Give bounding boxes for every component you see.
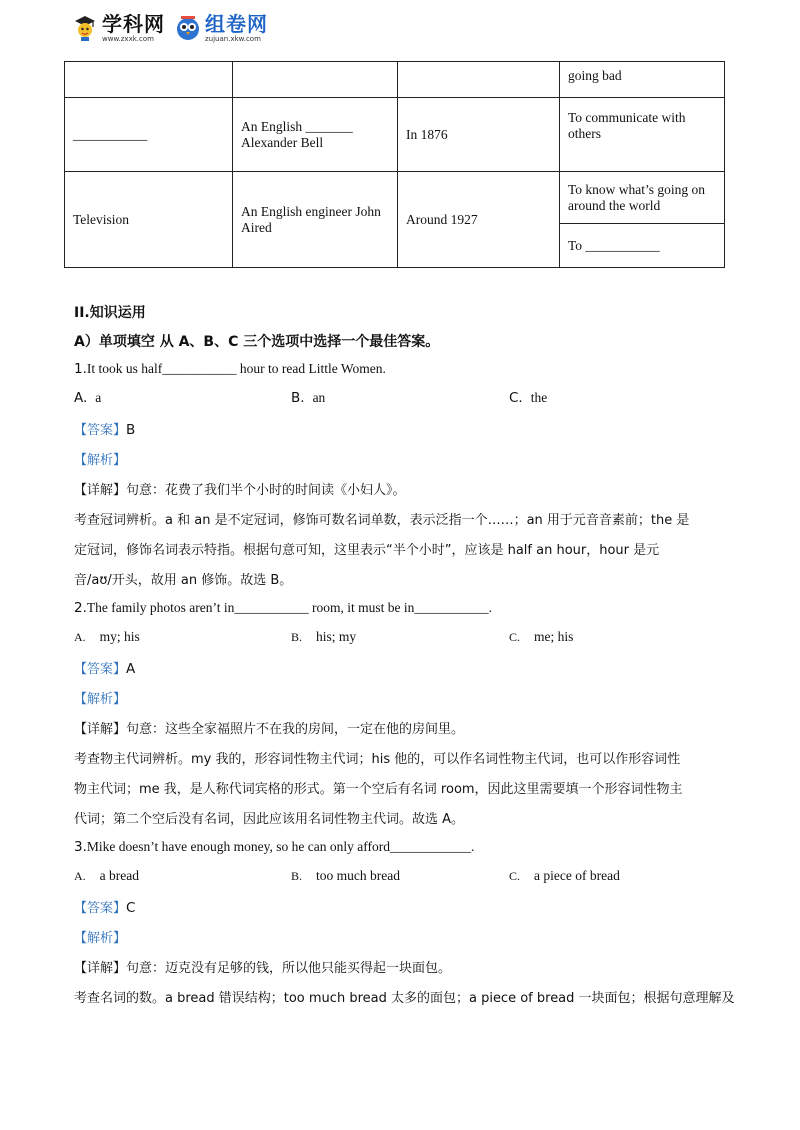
question-number: 2. (74, 600, 87, 616)
analysis-label: 【解析】 (74, 931, 127, 946)
question-number: 3. (74, 839, 87, 855)
question-text: It took us half___________ hour to read Little Women. (86, 361, 386, 376)
question-3 (74, 839, 474, 855)
table-cell: Around 1927 (398, 172, 560, 268)
answer-line: 【答案】B (74, 422, 136, 438)
section-subtitle: A）单项填空 从 A、B、C 三个选项中选择一个最佳答案。 (74, 334, 440, 350)
detail-line: 音/aʊ/开头，故用 an 修饰。故选 B。 (74, 573, 293, 588)
question-text: Mike doesn’t have enough money, so he can only afford____________. (86, 839, 475, 854)
detail-line: 定冠词，修饰名词表示特指。根据句意可知，这里表示“半个小时”，应该是 half an hour，hour 是元 (74, 543, 660, 558)
logo-zujuan (175, 11, 268, 43)
table-cell: In 1876 (398, 98, 560, 172)
answer-value: A (126, 661, 136, 677)
analysis-label: 【解析】 (74, 692, 127, 707)
option-c: C. a piece of bread (509, 868, 620, 883)
detail-line: 考查物主代词辨析。my 我的，形容词性物主代词；his 他的，可以作名词性物主代词，也可以作形容词性 (74, 752, 681, 767)
logo-zxxk (72, 11, 165, 43)
option-b: B. too much bread (291, 868, 400, 883)
detail-line: 物主代词；me 我，是人称代词宾格的形式。第一个空后有名词 room，因此这里需要填一个形容词性物主 (74, 782, 683, 797)
option-a: A. a (74, 390, 102, 406)
analysis-label: 【解析】 (74, 453, 127, 468)
table-cell (398, 62, 560, 98)
question-1 (74, 361, 386, 377)
logo-zujuan-url: zujuan.xkw.com (205, 34, 261, 43)
table-row (65, 98, 725, 172)
section-title: II.知识运用 (74, 305, 146, 321)
answer-line: 【答案】C (74, 900, 136, 916)
answer-value: B (126, 422, 136, 438)
table-row (65, 62, 725, 98)
logo-zujuan-name: 组卷网 (205, 11, 268, 36)
option-c: C. the (509, 390, 548, 406)
option-b: B. an (291, 390, 326, 406)
table-cell (233, 62, 398, 98)
detail-line: 代词；第二个空后没有名词，因此应该用名词性物主代词。故选 A。 (74, 812, 465, 827)
logo-zxxk-name: 学科网 (102, 11, 165, 36)
header-logos (72, 10, 268, 46)
table-cell: To communicate with others (560, 98, 725, 172)
table-cell: going bad (560, 62, 725, 98)
table-cell: Television (65, 172, 233, 268)
question-2 (74, 600, 492, 616)
detail-line: 考查冠词辨析。a 和 an 是不定冠词，修饰可数名词单数，表示泛指一个……；an 用于元音音素前；the 是 (74, 513, 690, 528)
question-number: 1. (74, 361, 87, 377)
table-cell: To ___________ (560, 224, 725, 268)
detail-line: 【详解】句意：迈克没有足够的钱，所以他只能买得起一块面包。 (74, 961, 452, 976)
question-text: The family photos aren’t in___________ room, it must be in___________. (86, 600, 492, 615)
detail-line: 考查名词的数。a bread 错误结构；too much bread 太多的面包；a piece of bread 一块面包；根据句意理解及 (74, 991, 735, 1006)
answer-value: C (126, 900, 136, 916)
option-c: C. me; his (509, 629, 574, 644)
graduate-mascot-icon (72, 14, 98, 42)
detail-line: 【详解】句意：这些全家福照片不在我的房间，一定在他的房间里。 (74, 722, 465, 737)
answer-line: 【答案】A (74, 661, 136, 677)
owl-mascot-icon (175, 14, 201, 42)
table-row (65, 172, 725, 224)
table-cell: ___________ (65, 98, 233, 172)
table-cell (65, 62, 233, 98)
table-cell: An English engineer John Aired (233, 172, 398, 268)
invention-table (64, 61, 725, 268)
detail-line: 【详解】句意：花费了我们半个小时的时间读《小妇人》。 (74, 483, 406, 498)
logo-zxxk-url: www.zxxk.com (102, 34, 154, 43)
table-cell: An English _______ Alexander Bell (233, 98, 398, 172)
option-a: A. a bread (74, 868, 140, 883)
option-b: B. his; my (291, 629, 357, 644)
option-a: A. my; his (74, 629, 140, 644)
table-cell: To know what’s going on around the world (560, 172, 725, 224)
